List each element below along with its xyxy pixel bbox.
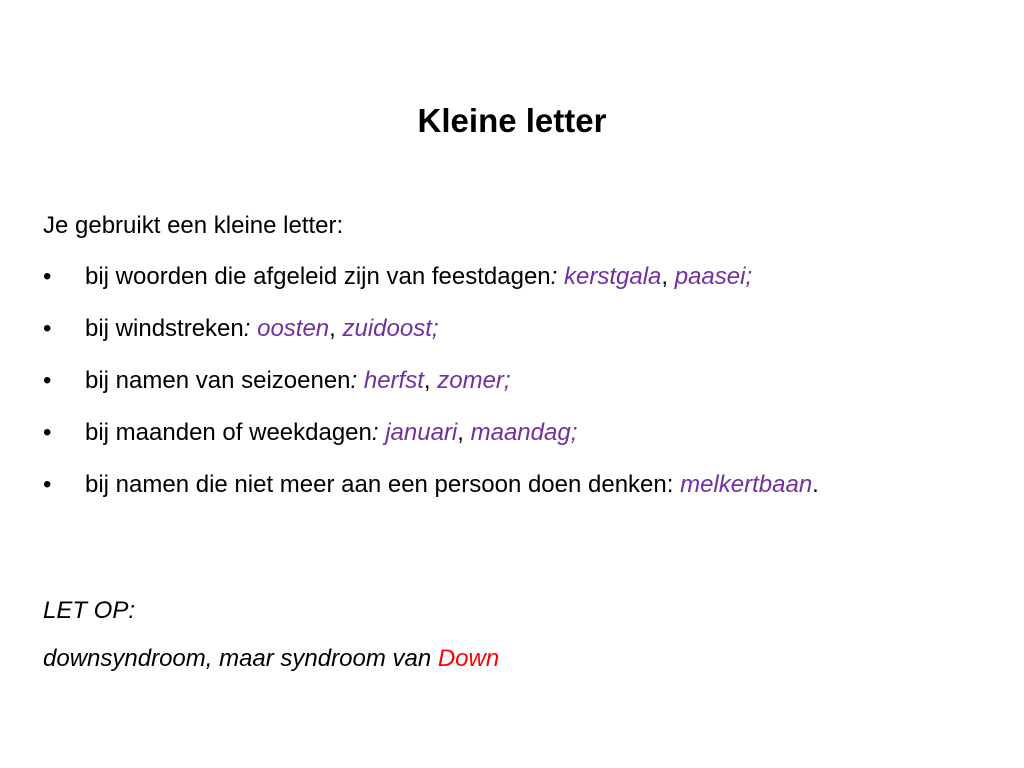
bullet-colon: : xyxy=(550,263,558,290)
example-separator: , xyxy=(423,367,431,394)
bullet-text: bij windstreken xyxy=(85,315,244,342)
bullet-icon: • xyxy=(43,367,52,394)
bullet-icon: • xyxy=(43,315,52,342)
example-word: zuidoost xyxy=(342,315,432,342)
bullet-text: bij namen van seizoenen xyxy=(85,367,351,394)
bullet-end: ; xyxy=(745,263,753,290)
example-word: januari xyxy=(385,419,458,446)
list-item xyxy=(43,366,963,396)
example-separator: , xyxy=(329,315,336,342)
list-item xyxy=(43,470,963,500)
bullet-text: bij maanden of weekdagen xyxy=(85,419,372,446)
example-word: maandag xyxy=(470,419,571,446)
bullet-text: bij namen die niet meer aan een persoon doen denken: xyxy=(85,471,674,498)
bullet-end: . xyxy=(812,471,819,498)
bullet-end: ; xyxy=(503,367,511,394)
bullet-list xyxy=(43,262,963,522)
example-word: kerstgala xyxy=(564,263,662,290)
note-highlight: Down xyxy=(437,645,500,672)
bullet-end: ; xyxy=(431,315,439,342)
example-separator: , xyxy=(457,419,464,446)
bullet-icon: • xyxy=(43,263,52,290)
example-word: paasei xyxy=(674,263,746,290)
intro-text: Je gebruikt een kleine letter: xyxy=(43,212,344,239)
list-item xyxy=(43,418,963,448)
list-item xyxy=(43,314,963,344)
bullet-text: bij woorden die afgeleid zijn van feestdagen xyxy=(85,263,551,290)
list-item xyxy=(43,262,963,292)
note-text xyxy=(43,644,983,674)
bullet-icon: • xyxy=(43,419,52,446)
note-label: LET OP: xyxy=(43,597,136,624)
note-body: downsyndroom, maar syndroom van xyxy=(43,645,438,672)
example-word: melkertbaan xyxy=(680,471,813,498)
example-word: oosten xyxy=(257,315,330,342)
slide-title: Kleine letter xyxy=(417,102,607,139)
bullet-colon: : xyxy=(243,315,251,342)
bullet-icon: • xyxy=(43,471,52,498)
bullet-colon: : xyxy=(371,419,379,446)
bullet-colon: : xyxy=(350,367,358,394)
example-word: zomer xyxy=(437,367,504,394)
example-separator: , xyxy=(661,263,669,290)
example-word: herfst xyxy=(363,367,424,394)
bullet-end: ; xyxy=(570,419,578,446)
